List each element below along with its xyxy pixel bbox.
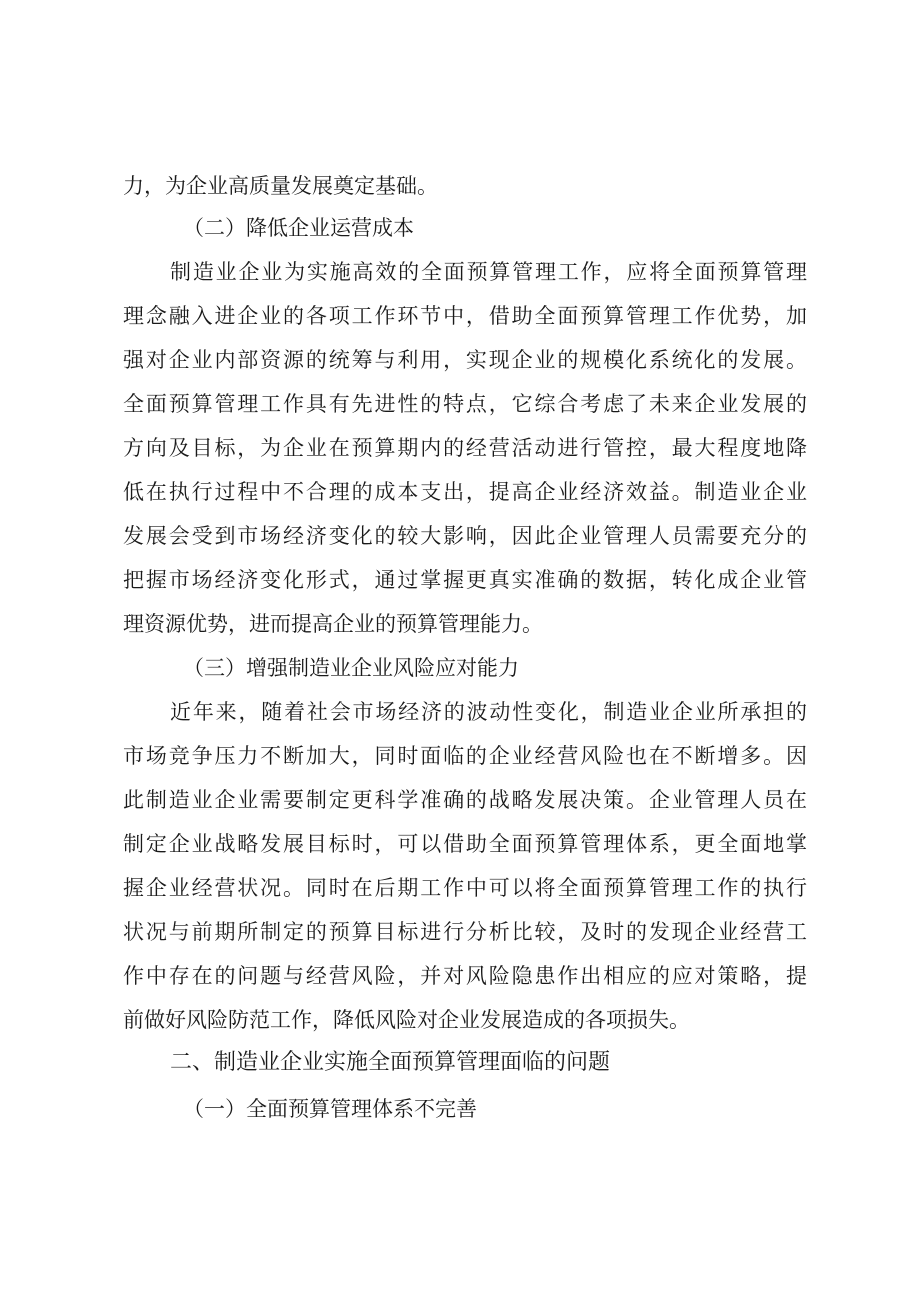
- paragraph-line: 低在执行过程中不合理的成本支出，提高企业经济效益。制造业企业: [123, 480, 807, 504]
- paragraph-line: 握企业经营状况。同时在后期工作中可以将全面预算管理工作的执行: [123, 876, 807, 900]
- subsection-title-1: （一）全面预算管理体系不完善: [183, 1097, 477, 1121]
- paragraph-line: 发展会受到市场经济变化的较大影响，因此企业管理人员需要充分的: [123, 524, 807, 548]
- paragraph-line: 力，为企业高质量发展奠定基础。: [123, 174, 438, 198]
- paragraph-line: 全面预算管理工作具有先进性的特点，它综合考虑了未来企业发展的: [123, 392, 807, 416]
- section-title-3: （三）增强制造业企业风险应对能力: [183, 656, 519, 680]
- paragraph-line: 状况与前期所制定的预算目标进行分析比较，及时的发现企业经营工: [123, 920, 807, 944]
- paragraph-line: 把握市场经济变化形式，通过掌握更真实准确的数据，转化成企业管: [123, 568, 807, 592]
- paragraph-line: 制造业企业为实施高效的全面预算管理工作，应将全面预算管理: [170, 260, 807, 284]
- chapter-heading: 二、制造业企业实施全面预算管理面临的问题: [170, 1050, 611, 1075]
- paragraph-line: 前做好风险防范工作，降低风险对企业发展造成的各项损失。: [123, 1008, 690, 1032]
- paragraph-line: 作中存在的问题与经营风险，并对风险隐患作出相应的应对策略，提: [123, 964, 807, 988]
- paragraph-line: 此制造业企业需要制定更科学准确的战略发展决策。企业管理人员在: [123, 788, 807, 812]
- paragraph-line: 近年来，随着社会市场经济的波动性变化，制造业企业所承担的: [170, 700, 807, 724]
- paragraph-line: 理资源优势，进而提高企业的预算管理能力。: [123, 612, 543, 636]
- paragraph-line: 强对企业内部资源的统筹与利用，实现企业的规模化系统化的发展。: [123, 348, 807, 372]
- paragraph-line: 方向及目标，为企业在预算期内的经营活动进行管控，最大程度地降: [123, 436, 807, 460]
- paragraph-line: 市场竞争压力不断加大，同时面临的企业经营风险也在不断增多。因: [123, 744, 807, 768]
- paragraph-line: 理念融入进企业的各项工作环节中，借助全面预算管理工作优势，加: [123, 304, 807, 328]
- section-title-2: （二）降低企业运营成本: [183, 216, 414, 240]
- paragraph-line: 制定企业战略发展目标时，可以借助全面预算管理体系，更全面地掌: [123, 832, 807, 856]
